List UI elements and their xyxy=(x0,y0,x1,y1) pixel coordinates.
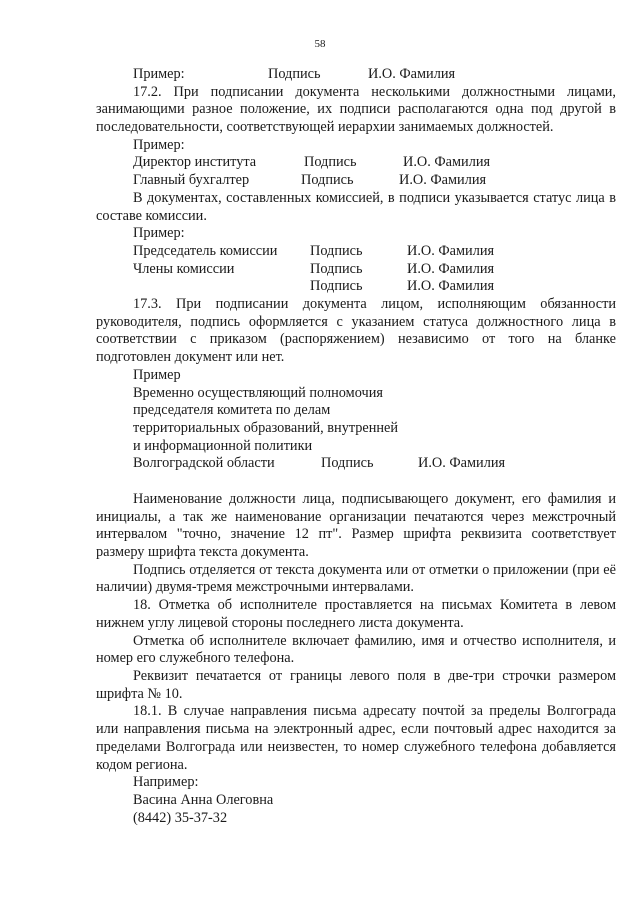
position-title: Директор института xyxy=(133,154,257,171)
paragraph-signature-spacing: Подпись отделяется от текста документа или от отметки о приложении (при её наличии) двумя-тремя межстрочными интервалами. xyxy=(96,561,616,596)
paragraph-executor-mark: Отметка об исполнителе включает фамилию, имя и отчество исполнителя, и номер его служебного телефона. xyxy=(96,632,616,667)
example-label: Пример: xyxy=(133,225,185,242)
position-line: и информационной политики xyxy=(133,437,313,454)
name-placeholder: И.О. Фамилия xyxy=(399,172,487,189)
signature-placeholder: Подпись xyxy=(310,278,363,295)
position-title: Главный бухгалтер xyxy=(133,172,250,189)
signature-placeholder: Подпись xyxy=(304,154,357,171)
signature-placeholder: Подпись xyxy=(310,260,363,277)
position-title: Члены комиссии xyxy=(133,260,235,277)
paragraph-17-2: 17.2. При подписании документа несколькими должностными лицами, занимающими разное положение, их подписи располагаются одна под другой в последовательности, соответствующей иерархии занимаемых должностей. xyxy=(96,83,616,136)
name-placeholder: И.О. Фамилия xyxy=(407,260,495,277)
executor-phone: (8442) 35-37-32 xyxy=(133,809,228,826)
signature-row xyxy=(96,261,616,279)
paragraph-print-size: Реквизит печатается от границы левого поля в две-три строчки размером шрифта № 10. xyxy=(96,667,616,702)
example-label: Например: xyxy=(133,774,199,791)
example-line xyxy=(96,66,616,84)
signature-placeholder: Подпись xyxy=(310,242,363,259)
position-line: Временно осуществляющий полномочия xyxy=(133,384,383,401)
signature-row xyxy=(96,278,616,296)
name-placeholder: И.О. Фамилия xyxy=(403,154,491,171)
name-placeholder: И.О. Фамилия xyxy=(407,278,495,295)
example-label: Пример: xyxy=(133,66,185,82)
position-title: Председатель комиссии xyxy=(133,242,278,259)
position-line: председателя комитета по делам xyxy=(133,402,331,419)
example-label: Пример xyxy=(133,366,181,383)
signature-row xyxy=(96,243,616,261)
paragraph-18-1: 18.1. В случае направления письма адресату почтой за пределы Волгограда или направления письма на электронный адрес, если почтовый адрес находится за пределами Волгограда или неизвестен, то номер служебного телефона добавляется кодом региона. xyxy=(96,703,616,773)
position-line: территориальных образований, внутренней xyxy=(133,419,399,436)
paragraph-name-format: Наименование должности лица, подписывающего документ, его фамилия и инициалы, а так же наименование организации печатаются через межстрочный интервалом "точно, значение 12 пт". Размер шрифта реквизита соответствует размеру шрифта текста документа. xyxy=(96,490,616,561)
signature-placeholder: Подпись xyxy=(301,172,354,189)
paragraph-17-3: 17.3. При подписании документа лицом, исполняющим обязанности руководителя, подпись оформляется с указанием статуса должностного лица в соответствии с приказом (распоряжением) независимо от того на бланке подготовлен документ или нет. xyxy=(96,296,616,366)
signature-row xyxy=(96,154,616,172)
paragraph-18: 18. Отметка об исполнителе проставляется на письмах Комитета в левом нижнем углу лицевой стороны последнего листа документа. xyxy=(96,597,616,631)
signature-placeholder: Подпись xyxy=(321,455,374,472)
name-placeholder: И.О. Фамилия xyxy=(418,455,506,472)
name-placeholder: И.О. Фамилия xyxy=(368,66,456,82)
signature-placeholder: Подпись xyxy=(268,66,321,82)
document-body xyxy=(96,66,616,827)
name-placeholder: И.О. Фамилия xyxy=(407,242,495,259)
signature-row xyxy=(96,455,616,473)
position-title: Волгоградской области xyxy=(133,455,275,472)
executor-name: Васина Анна Олеговна xyxy=(133,791,274,808)
signature-row xyxy=(96,172,616,190)
page-number: 58 xyxy=(314,38,326,50)
paragraph-commission: В документах, составленных комиссией, в подписи указывается статус лица в составе комиссии. xyxy=(96,189,616,224)
example-label: Пример: xyxy=(133,136,185,153)
